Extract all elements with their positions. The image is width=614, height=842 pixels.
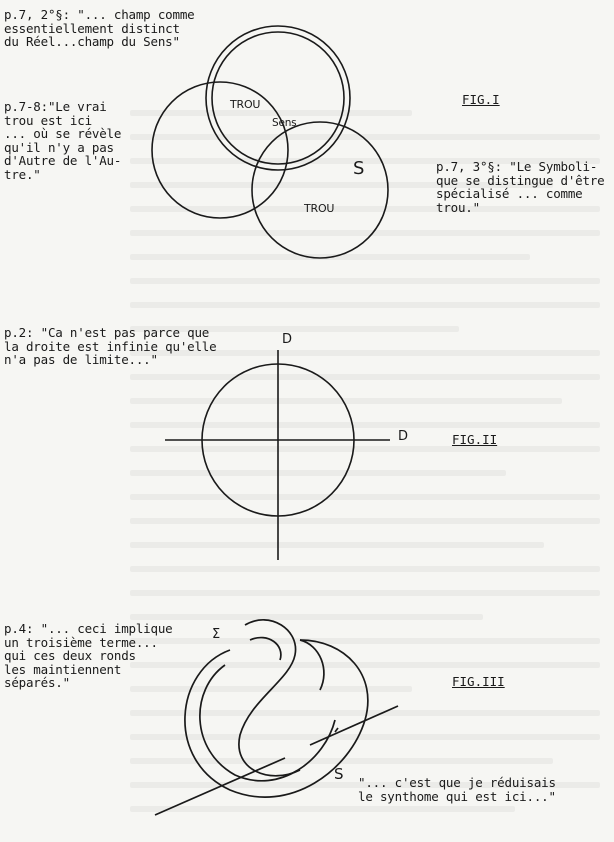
fig1-borromean-circles	[152, 26, 388, 258]
fig1-quote-left: p.7-8:"Le vrai trou est ici ... où se révèle qu'il n'y a pas d'Autre de l'Au- tre."	[4, 99, 122, 182]
fig1-quote-right: p.7, 3°§: "Le Symboli- que se distingue d'être spécialisé ... comme trou."	[436, 159, 605, 215]
fig3-quote-left: p.4: "... ceci implique un troisième terme... qui ces deux ronds les maintiennent séparés."	[4, 621, 173, 690]
fig3-label-s: S	[334, 765, 344, 783]
fig2-caption: FIG.II	[452, 432, 498, 447]
fig1-label-sens: Sens	[272, 117, 297, 129]
fig2-circle-and-lines	[165, 350, 390, 560]
fig1-label-trou-right: TROU	[304, 202, 335, 215]
fig2-quote: p.2: "Ca n'est pas parce que la droite est infinie qu'elle n'a pas de limite..."	[4, 325, 217, 367]
fig2-label-d-right: D	[398, 429, 408, 444]
fig3-quote-right: "... c'est que je réduisais le synthome qui est ici..."	[358, 775, 556, 804]
fig3-label-sigma: Σ	[212, 627, 221, 642]
fig1-caption: FIG.I	[462, 92, 500, 107]
fig1-label-s: S	[353, 158, 365, 179]
fig1-label-trou-left: TROU	[230, 98, 261, 111]
fig3-caption: FIG.III	[452, 674, 505, 689]
fig2-label-d-top: D	[282, 332, 292, 347]
fig1-quote-top: p.7, 2°§: "... champ comme essentiellement distinct du Réel...champ du Sens"	[4, 7, 195, 49]
